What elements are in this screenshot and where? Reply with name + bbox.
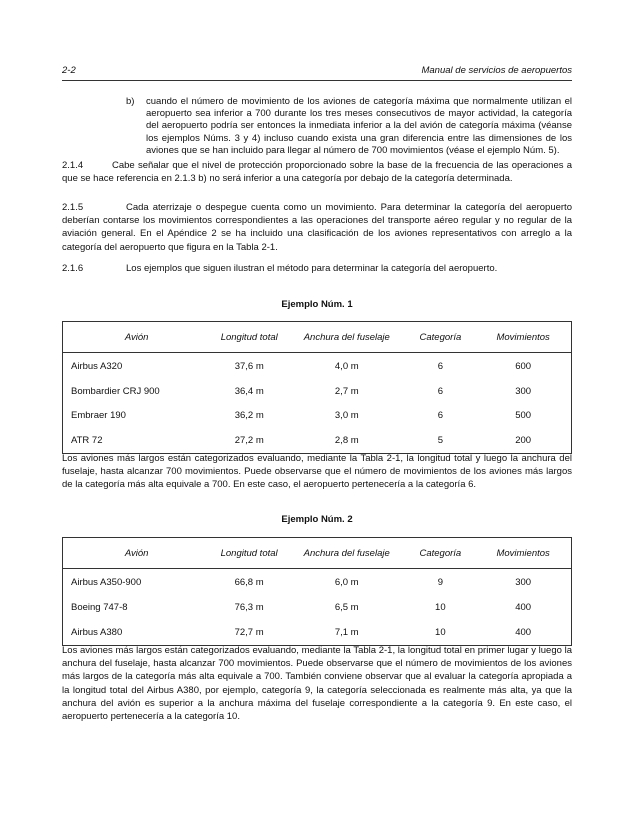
- table-row: [63, 428, 572, 454]
- table-cell: 6,0 m: [334, 576, 359, 588]
- table-row: [63, 569, 572, 596]
- table-cell: 7,1 m: [334, 626, 359, 638]
- table-cell: 4,0 m: [334, 360, 359, 372]
- table-cell: 37,6 m: [234, 360, 264, 372]
- table-header-row: [63, 538, 572, 569]
- example-1-table: [62, 321, 572, 454]
- table-cell: Airbus A320: [71, 360, 123, 372]
- manual-title: Manual de servicios de aeropuertos: [421, 65, 572, 76]
- column-header: Avión: [63, 322, 211, 353]
- page-header: [62, 65, 572, 79]
- table-cell: 10: [435, 602, 446, 613]
- table-row: [63, 380, 572, 404]
- table-cell: 500: [515, 410, 532, 421]
- example-2-title: Ejemplo Núm. 2: [281, 514, 353, 525]
- table-cell: 6: [437, 410, 444, 421]
- column-header: Anchura del fuselaje: [288, 538, 405, 569]
- table-cell: 2,7 m: [334, 386, 359, 397]
- table-row: [63, 596, 572, 620]
- table-cell: 5: [437, 434, 444, 446]
- table-cell: Boeing 747-8: [71, 602, 128, 613]
- table-header-row: [63, 322, 572, 353]
- paragraph-text: Cabe señalar que el nivel de protección proporcionado sobre la base de la frecuencia de las operaciones a que se hace referencia en 2.1.3 b) no será inferior a una categoría por debajo de la categoría determinada.: [62, 160, 572, 185]
- table-cell: 2,8 m: [334, 434, 359, 446]
- table-cell: 10: [435, 626, 446, 638]
- table-row: [63, 620, 572, 646]
- table-cell: 200: [515, 434, 532, 446]
- table-cell: 300: [515, 386, 532, 397]
- table-cell: 3,0 m: [334, 410, 359, 421]
- table-cell: 9: [437, 576, 443, 588]
- table-cell: 400: [515, 626, 532, 638]
- table-cell: 36,2 m: [234, 410, 264, 421]
- table-cell: 72,7 m: [234, 626, 264, 638]
- table-cell: 300: [515, 576, 532, 588]
- table-cell: Bombardier CRJ 900: [71, 386, 160, 397]
- header-rule: [62, 80, 572, 81]
- table-row: [63, 404, 572, 428]
- table-cell: 400: [515, 602, 532, 613]
- paragraph-2-1-5: [62, 201, 572, 254]
- column-header: Anchura del fuselaje: [288, 322, 405, 353]
- paragraph-text: Cada aterrizaje o despegue cuenta como un movimiento. Para determinar la categoría del aeropuerto deberían contarse los movimientos correspondientes a las operaciones del transporte aéreo regular y no regular de la aviación general. En el Apéndice 2 se ha incluido una clasificación de los aviones representativos con arreglo a la categoría del aeropuerto que figura en la Tabla 2-1.: [62, 202, 572, 253]
- column-header: Movimientos: [475, 322, 571, 353]
- paragraph-2-1-6: [62, 262, 572, 275]
- column-header: Longitud total: [210, 538, 288, 569]
- paragraph-number: 2.1.4: [62, 160, 84, 171]
- column-header: Categoría: [405, 322, 475, 353]
- table-cell: 6,5 m: [334, 602, 359, 613]
- paragraph-2-1-4: [62, 159, 572, 185]
- table-cell: 6: [437, 360, 444, 372]
- paragraph-text: Los ejemplos que siguen ilustran el método para determinar la categoría del aeropuerto.: [126, 263, 498, 274]
- table-cell: 66,8 m: [234, 576, 264, 588]
- table-cell: 600: [515, 360, 532, 372]
- table-row: [63, 353, 572, 380]
- example-2-table: [62, 537, 572, 646]
- column-header: Movimientos: [475, 538, 571, 569]
- table-cell: ATR 72: [71, 434, 103, 446]
- example-1-note: Los aviones más largos están categorizados evaluando, mediante la Tabla 2-1, la longitud total y luego la anchura del fuselaje, hasta alcanzar 700 movimientos. Puede observarse que el número de movimientos de los aviones más largos de la categoría más alta equivale a 700. En este caso, el aeropuerto pertenecería a la categoría 6.: [62, 453, 572, 491]
- list-marker-b: b): [126, 96, 135, 107]
- paragraph-number: 2.1.6: [62, 263, 84, 274]
- page-number: 2-2: [62, 65, 76, 76]
- example-1-title: Ejemplo Núm. 1: [281, 299, 353, 310]
- table-cell: 6: [437, 386, 444, 397]
- table-cell: Embraer 190: [71, 410, 126, 421]
- table-cell: Airbus A350-900: [71, 576, 142, 588]
- column-header: Avión: [63, 538, 211, 569]
- table-cell: 27,2 m: [234, 434, 264, 446]
- column-header: Categoría: [405, 538, 475, 569]
- example-2-note: Los aviones más largos están categorizados evaluando, mediante la Tabla 2-1, la longitud total en primer lugar y luego la anchura del fuselaje, hasta alcanzar 700 movimientos. Puede observarse que el número de movimientos de los aviones más largos de la categoría más alta equivale a 700. También conviene observar que al evaluar la categoría apropiada a la longitud total del Airbus A380, por ejemplo, categoría 9, la categoría seleccionada es realmente más alta, ya que la anchura del avión es superior a la anchura máxima del fuselaje correspondiente a la categoría 9. En este caso, el aeropuerto pertenecería a la categoría 10.: [62, 645, 572, 723]
- list-item-b-text: cuando el número de movimiento de los aviones de categoría máxima que normalmente utilizan el aeropuerto sea inferior a 700 durante los tres meses consecutivos de mayor actividad, la categoría del aeropuerto podría ser entonces la inmediata inferior a la del avión de categoría máxima (véanse los ejemplos Núms. 3 y 4) incluso cuando exista una gran diferencia entre las dimensiones de los aviones que se han incluido para llegar al número de 700 movimientos (véase el ejemplo Núm. 5).: [146, 96, 572, 156]
- paragraph-number: 2.1.5: [62, 202, 84, 213]
- column-header: Longitud total: [210, 322, 288, 353]
- table-cell: Airbus A380: [71, 626, 123, 638]
- table-cell: 36,4 m: [234, 386, 264, 397]
- table-cell: 76,3 m: [234, 602, 264, 613]
